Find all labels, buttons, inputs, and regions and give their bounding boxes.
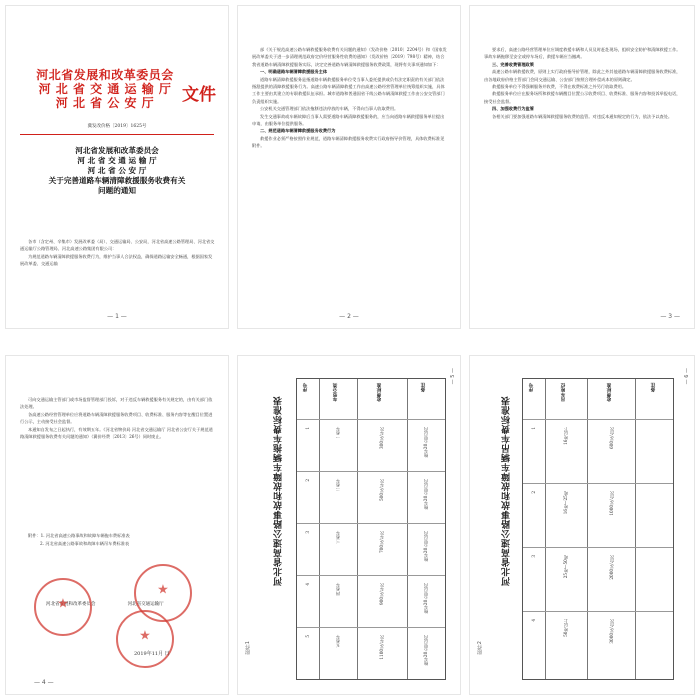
table-header: 序号	[529, 383, 534, 393]
table-cell: 700元/车次	[379, 531, 384, 553]
table-cell: 拖车20公里以内	[423, 479, 428, 510]
table-cell: 二类车	[335, 479, 340, 492]
table-cell: 2	[531, 491, 536, 494]
issuer-suffix: 文件	[182, 85, 216, 105]
table-cell: 3	[305, 531, 310, 534]
table-cell: 一类车	[335, 427, 340, 440]
table-header: 备注	[421, 383, 426, 393]
official-seal-icon	[34, 578, 92, 636]
issue-date: 2019年11月 日	[134, 651, 170, 657]
page-body	[20, 238, 216, 268]
table-column-divider	[357, 379, 358, 679]
table-row-divider	[297, 471, 445, 472]
table-cell: 拖车20公里以内	[423, 531, 428, 562]
body-paragraph: 高速公路车辆救援收费，原则上实行政府指导价管理，除此之外其他道路车辆清障救援服务收费标准，由各地政府价格主管部门会同交通运输、公安部门按照合理补偿成本的原则确定。	[484, 69, 681, 82]
title-line: 问题的通知	[98, 186, 136, 195]
attachment-item: 附件：1. 河北省高速公路事故和故障车辆拖车费标准表	[28, 533, 130, 538]
table-cell: 五类车	[335, 635, 340, 648]
table-cell: 1	[531, 427, 536, 430]
table-cell: 600元/台次	[609, 427, 614, 449]
table-cell: 50吨以上	[563, 619, 568, 637]
table-header: 备注	[651, 383, 656, 393]
section-heading: 二、规范道路车辆清障救援服务收费行为	[260, 128, 336, 134]
title-line: 关于完善道路车辆清障救援服务收费有关	[48, 176, 186, 185]
table-grid	[297, 379, 445, 679]
table-row-divider	[523, 611, 673, 612]
table-grid	[523, 379, 673, 679]
table-cell: 1000元/台次	[609, 491, 614, 516]
page-body	[484, 46, 682, 120]
table-column-divider	[635, 379, 636, 679]
red-divider	[20, 134, 214, 135]
page-body	[20, 396, 216, 440]
table-cell: 16吨以下	[563, 427, 568, 445]
body-paragraph: 各高速公路经营管理单位应将道路车辆清障救援服务收费项目、收费标准、服务内容等在醒目位置进行公示，主动接受社会监督。	[20, 411, 213, 425]
table-cell: 四类车	[335, 583, 340, 596]
title-line: 河北省发展和改革委员会	[75, 146, 159, 155]
body-paragraph: 各市（含定州、辛集市）发展改革委（局）、交通运输局、公安局，河北省高速公路管理局、河北省交通运输厅公路管理局、河北高速公路集团有限公司：	[20, 239, 215, 252]
table-cell: 拖车20公里以内	[423, 635, 428, 666]
table-header: 收费标准	[377, 383, 382, 402]
table-header: 车型分类	[333, 383, 338, 402]
table-header: 收费标准	[607, 383, 612, 402]
table-title: 河北省高速公路事故和故障车辆吊车费标准表	[502, 396, 512, 586]
table-row-divider	[523, 547, 673, 548]
fee-table	[522, 378, 674, 680]
table-row-divider	[523, 419, 673, 420]
body-paragraph: 各相关部门要加强道路车辆清障救援服务收费的监管。对违反本通知规定的行为，依法予以查处。	[492, 113, 673, 119]
table-column-divider	[319, 379, 320, 679]
table-cell: 2	[305, 479, 310, 482]
title-line: 河 北 省 公 安 厅	[87, 166, 147, 175]
table-cell: 3	[531, 555, 536, 558]
section-heading: 四、加强收费行为监管	[492, 106, 534, 112]
body-paragraph: 本通知自发布之日起执行，有效期五年。《河北省物价局 河北省交通运输厅 河北省公安厅关于规范道路清障救援服务收费有关问题的通知》（冀价经费〔2013〕26号）同时废止。	[20, 426, 213, 440]
issuer-line: 河北省发展和改革委员会	[36, 68, 174, 82]
document-number: 冀发改价格〔2019〕1625号	[87, 124, 147, 129]
table-column-divider	[545, 379, 546, 679]
table-column-divider	[407, 379, 408, 679]
issuer-header	[20, 68, 190, 110]
table-cell: 4	[305, 583, 310, 586]
document-page-2	[238, 6, 460, 328]
fee-table	[296, 378, 446, 680]
body-paragraph: 发生交通事故或车辆故障后当事人需要道路车辆清障救援服务的，应当向道路车辆救援服务单位提出申请，由服务单位提供服务。	[252, 113, 445, 127]
page-number: — 6 —	[684, 368, 690, 385]
table-row-divider	[523, 483, 673, 484]
body-paragraph: 救援服务单位不得强制服务并收费，不得在收费标准之外另行收取费用。	[492, 84, 627, 90]
document-title	[18, 146, 216, 196]
table-row-divider	[297, 523, 445, 524]
body-paragraph: 救援服务单位应在服务场所和救援车辆醒目位置公示收费项目、收费标准、服务内容和投诉举报电话，接受社会监督。	[484, 91, 681, 104]
document-page-4	[6, 356, 228, 694]
page-number: — 5 —	[450, 368, 456, 385]
table-row-divider	[297, 419, 445, 420]
body-paragraph: 公安机关交通管理部门依法拖移违法停放的车辆，不得向当事人收取费用。	[260, 106, 399, 112]
document-page-5	[238, 356, 460, 694]
table-column-divider	[587, 379, 588, 679]
page-number: — 4 —	[34, 679, 54, 686]
attachment-label: 附件2	[477, 640, 483, 654]
table-cell: 拖车20公里以内	[423, 427, 428, 458]
section-heading: 一、明确道路车辆清障救援服务主体	[260, 69, 328, 75]
table-row-divider	[297, 627, 445, 628]
body-paragraph: 要求后，高速公路经营管理单位应调度救援车辆和人员及时赶赴现场，组织安全防护和清障救援工作。事故车辆拖移至安全或停车场后，救援车辆应当撤离。	[484, 47, 681, 60]
table-row-divider	[297, 575, 445, 576]
page-number: — 2 —	[339, 313, 359, 320]
body-paragraph: 救援作业必须严格按照作业规范，道路车辆清障救援服务收费实行政府指导价管理，具体收费标准见附件。	[252, 135, 445, 149]
section-heading: 三、完善收费管理政策	[492, 61, 534, 67]
table-cell: 900元/车次	[379, 583, 384, 605]
table-cell: 1100元/车次	[379, 635, 384, 660]
table-cell: 25吨—50吨	[563, 555, 568, 579]
table-cell: 5	[305, 635, 310, 638]
body-paragraph: 为规范道路车辆清障救援服务收费行为，维护当事人合法权益，确保道路运输安全畅通，根据国家发展改革委、交通运输	[20, 253, 213, 267]
table-header: 序号	[303, 383, 308, 393]
table-cell: 拖车20公里以内	[423, 583, 428, 614]
table-title: 河北省高速公路事故和故障车辆拖车费标准表	[274, 396, 284, 586]
official-seal-icon	[116, 610, 174, 668]
attachment-item: 2. 河北省高速公路事故和故障车辆吊车费标准表	[40, 541, 130, 546]
document-page-3	[470, 6, 694, 328]
body-paragraph: 部《关于规范高速公路车辆救援服务收费有关问题的通知》（发改价格〔2010〕2204号）和《国家发展改革委关于进一步清理规范政府定价经营服务性收费的通知》（发改价格〔2019〕798号）精神，结合我省道路车辆清障救援服务实际，决定完善道路车辆清障救援服务收费政策，现将有关事项通知如下：	[252, 47, 447, 67]
body-paragraph: 可向交通运输主管部门或市场监督管理部门投诉，对于违反车辆救援服务有关规定的，由有关部门依法处理。	[20, 397, 213, 410]
table-cell: 4	[531, 619, 536, 622]
title-line: 河 北 省 交 通 运 输 厅	[77, 156, 157, 165]
table-cell: 500元/车次	[379, 479, 384, 501]
page-number: — 1 —	[107, 313, 127, 320]
table-cell: 16吨—25吨	[563, 491, 568, 515]
page-number: — 3 —	[660, 313, 680, 320]
attachment-label: 附件1	[245, 640, 251, 654]
table-cell: 300元/车次	[379, 427, 384, 449]
attachment-list	[28, 532, 218, 548]
document-page-6	[470, 356, 694, 694]
table-cell: 1	[305, 427, 310, 430]
signer-name: 河北省交通运输厅	[127, 602, 164, 607]
body-paragraph: 道路车辆清障救援服务是指道路车辆救援服务单位受当事人委托提供或负有法定职责的有关部门依法指派提供的清障救援服务行为。高速公路车辆清障救援工作由高速公路经营管理单位统筹组织实施，具体工作主要由其建立的专职救援队伍承担。城市道路和普通国省干线公路车辆清障救援工作由公安交管部门负责组织实施。	[252, 76, 445, 104]
page-body	[252, 46, 448, 150]
table-cell: 三类车	[335, 531, 340, 544]
issuer-line: 河 北 省 交 通 运 输 厅	[38, 82, 172, 96]
table-header: 吊车吨位	[561, 383, 566, 402]
table-cell: 2000元/台次	[609, 555, 614, 580]
document-page-1	[6, 6, 228, 328]
issuer-line: 河 北 省 公 安 厅	[55, 96, 155, 110]
table-cell: 3000元/台次	[609, 619, 614, 644]
signer-name: 河北省发展和改革委员会	[46, 602, 96, 607]
